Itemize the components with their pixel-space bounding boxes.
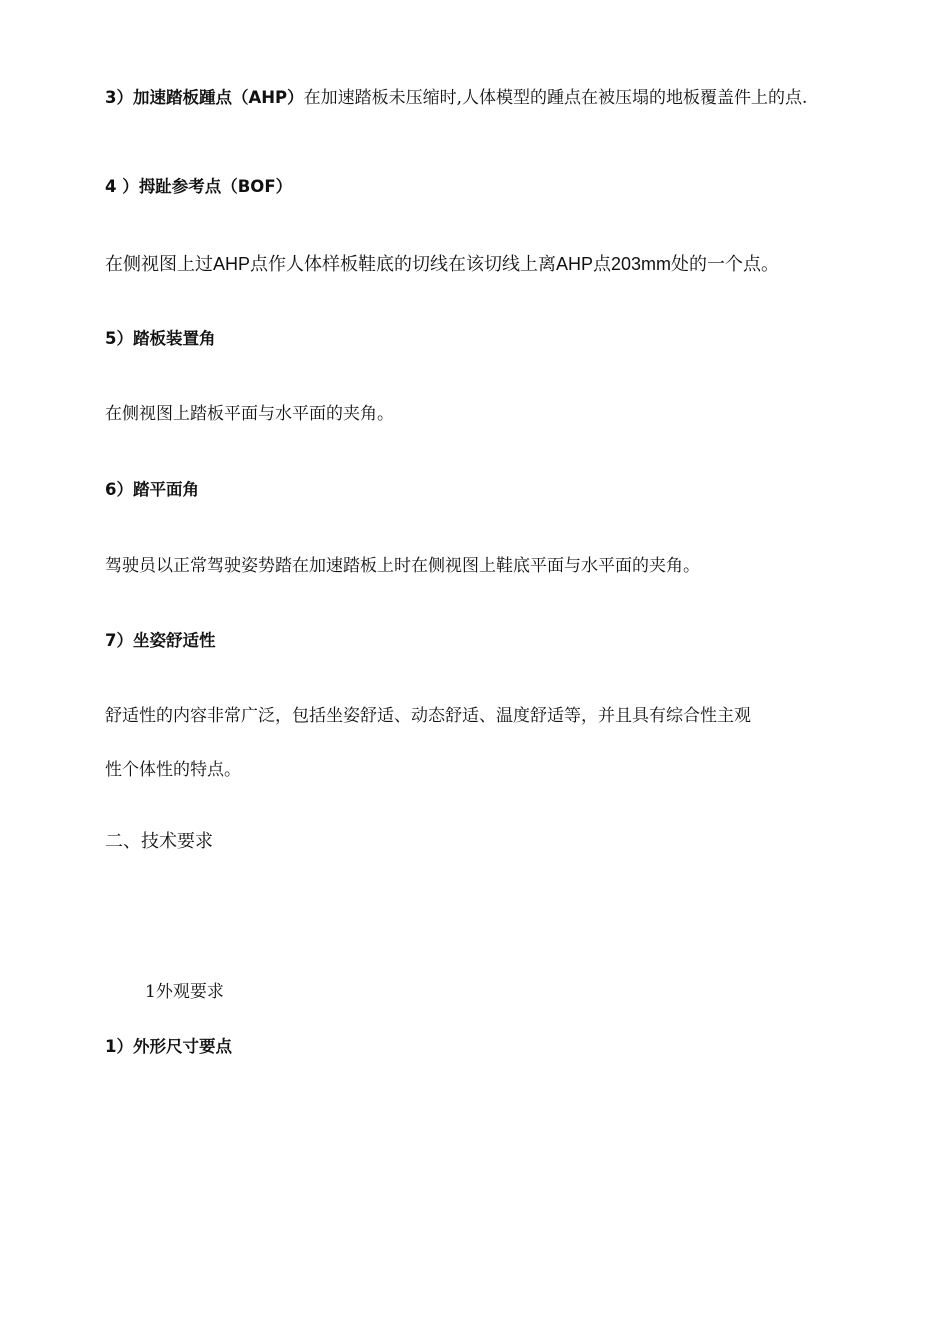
- step-plane-angle-definition: 驾驶员以正常驾驶姿势踏在加速踏板上时在侧视图上鞋底平面与水平面的夹角。: [105, 556, 700, 576]
- seating-comfort-line-2: 性个体性的特点。: [105, 760, 241, 780]
- pedal-angle-definition: 在侧视图上踏板平面与水平面的夹角。: [105, 404, 394, 424]
- seating-comfort-heading: 7）坐姿舒适性: [105, 631, 216, 650]
- seating-comfort-line-1: 舒适性的内容非常广泛，包括坐姿舒适、动态舒适、温度舒适等，并且具有综合性主观: [105, 706, 751, 726]
- step-plane-angle-heading: 6）踏平面角: [105, 480, 199, 499]
- bof-heading: 4 ）拇趾参考点（BOF）: [105, 177, 293, 196]
- ahp-definition: 在加速踏板未压缩时,人体模型的踵点在被压塌的地板覆盖件上的点.: [303, 88, 808, 108]
- appearance-requirements-heading: 1外观要求: [145, 982, 224, 1002]
- pedal-angle-heading: 5）踏板装置角: [105, 329, 216, 348]
- section-technical-requirements: 二、技术要求: [105, 831, 213, 852]
- bof-definition: 在侧视图上过AHP点作人体样板鞋底的切线在该切线上离AHP点203mm处的一个点。: [105, 254, 780, 274]
- dimension-points-heading: 1）外形尺寸要点: [105, 1037, 232, 1056]
- ahp-paragraph: [105, 85, 845, 111]
- ahp-heading: 3）加速踏板踵点（AHP）: [105, 88, 304, 107]
